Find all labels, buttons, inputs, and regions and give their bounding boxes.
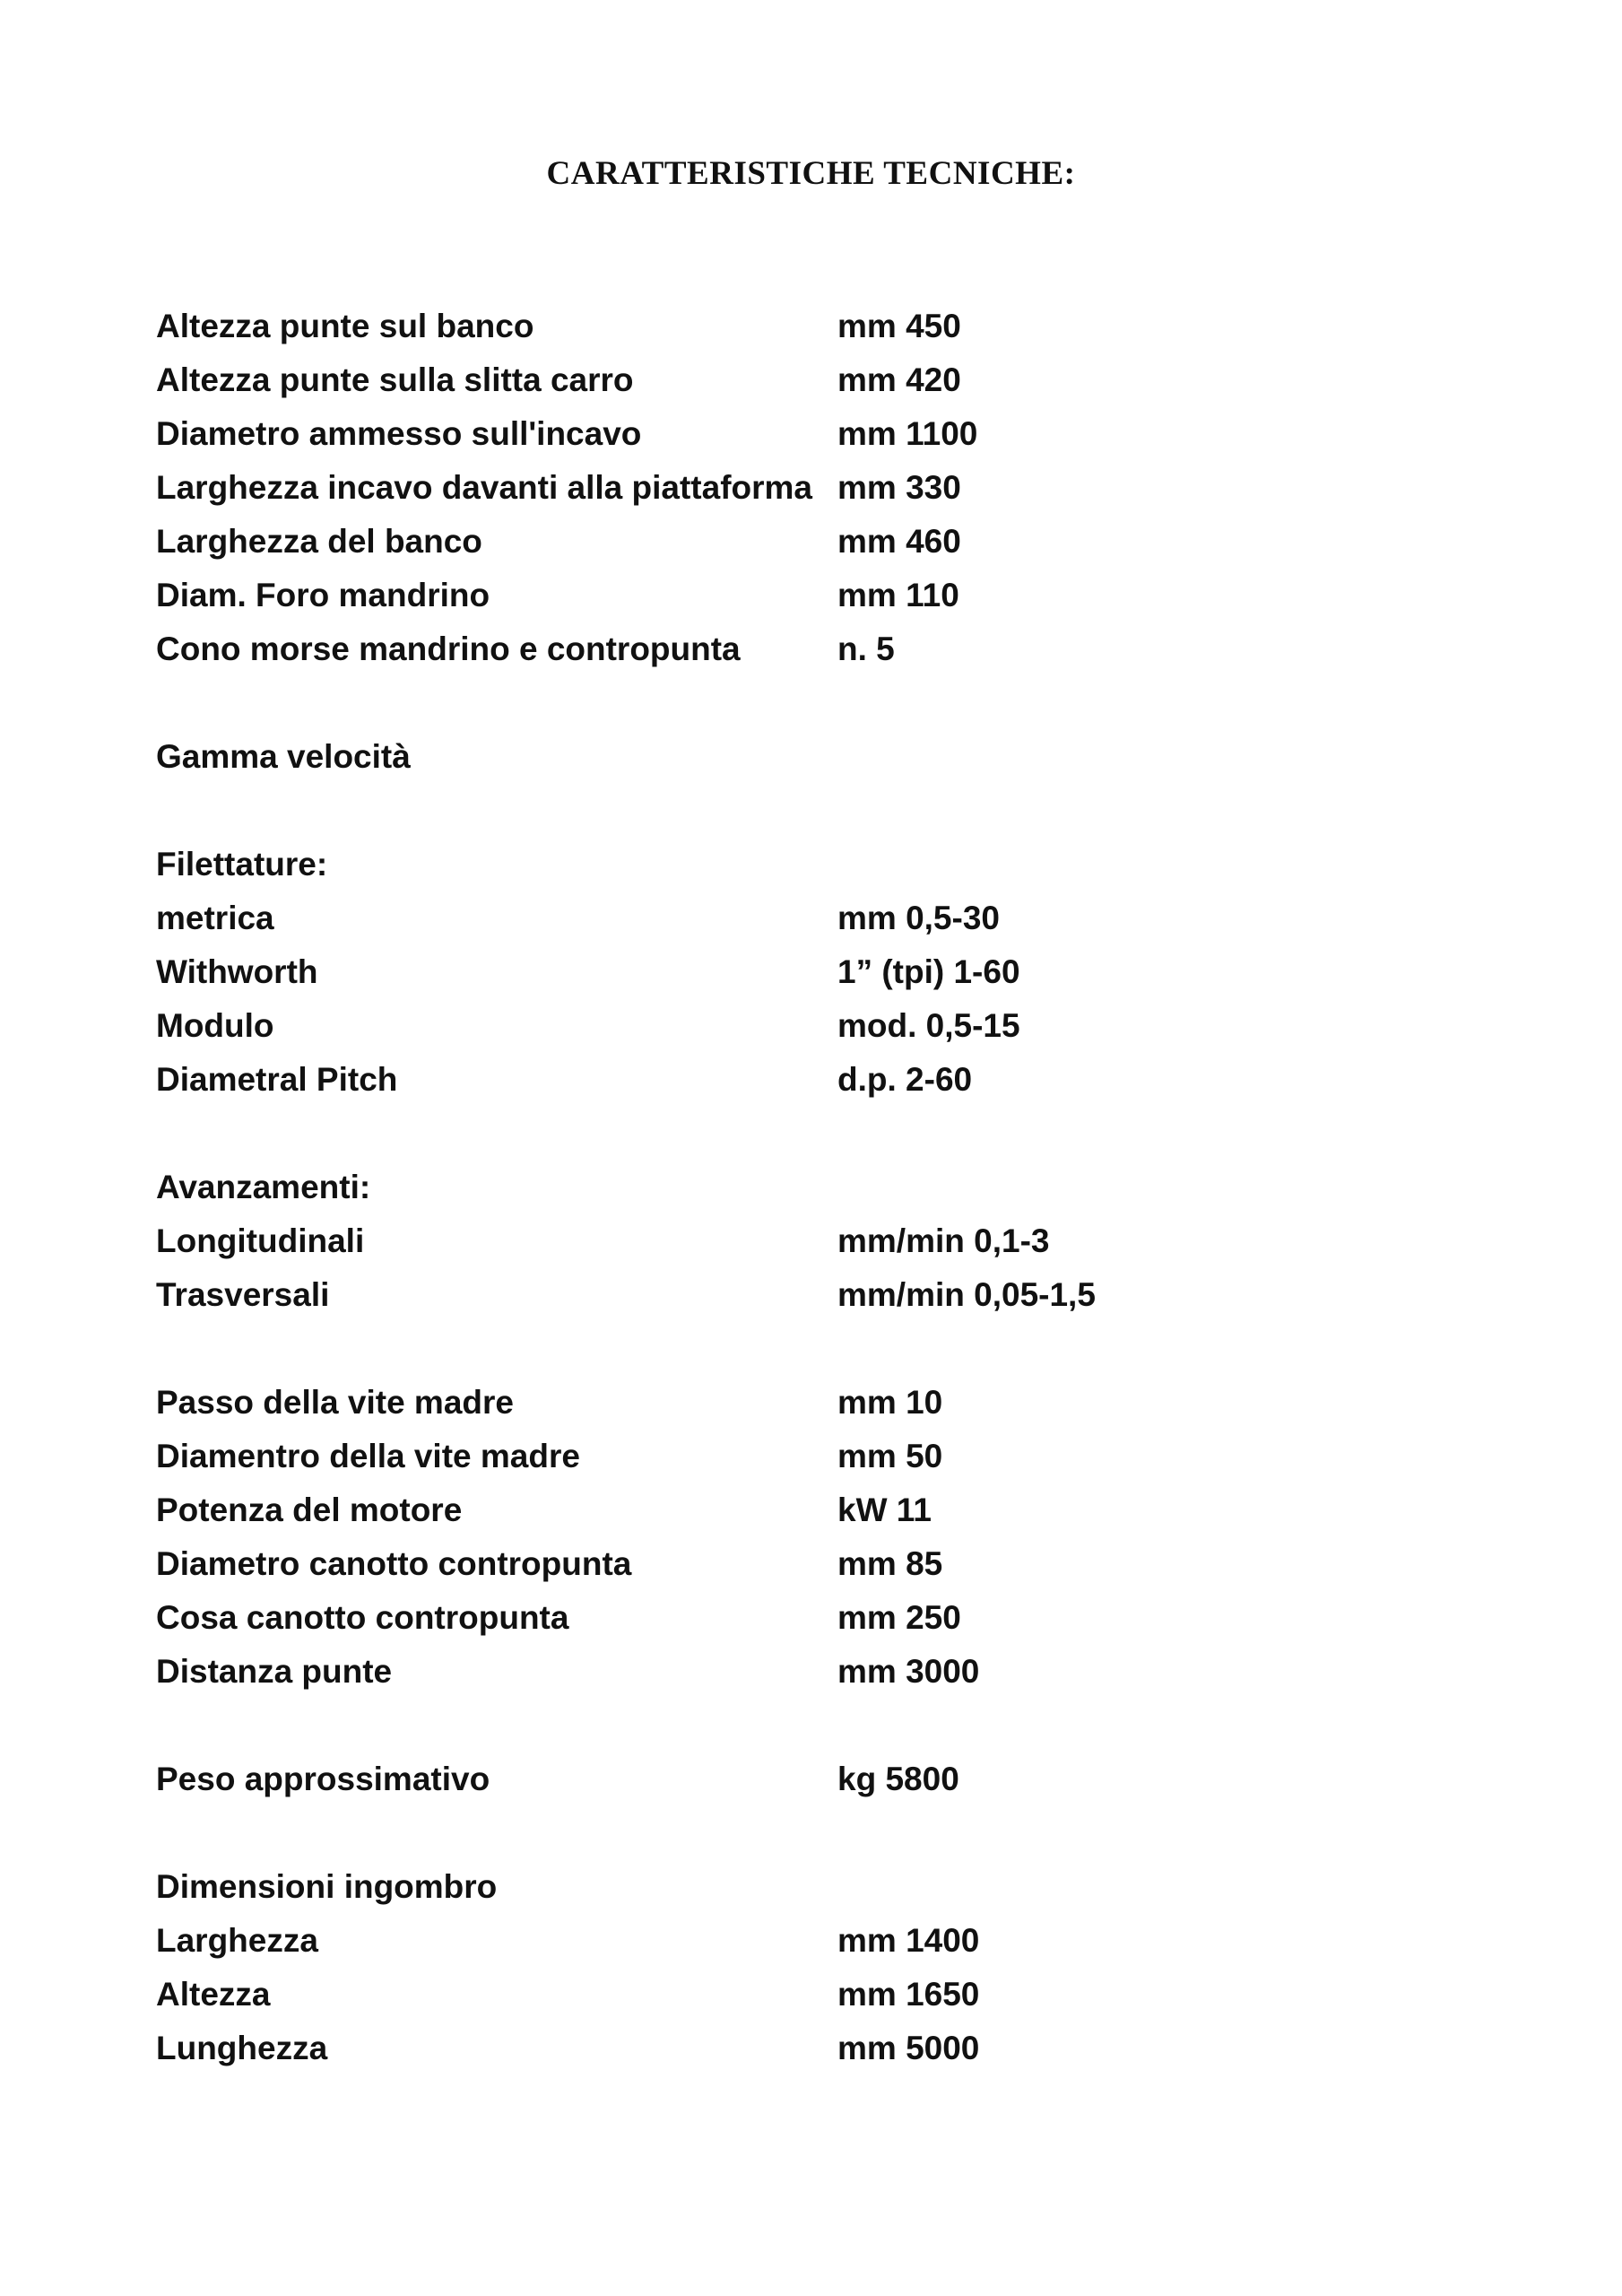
spec-label: Altezza punte sul banco (156, 308, 534, 344)
spec-label: Diam. Foro mandrino (156, 577, 490, 613)
spec-label: Cosa canotto contropunta (156, 1599, 569, 1636)
spec-label: Longitudinali (156, 1222, 365, 1259)
spec-label: Larghezza incavo davanti alla piattaforma (156, 469, 812, 506)
spec-label: Modulo (156, 1007, 274, 1044)
spec-label: Diametro ammesso sull'incavo (156, 415, 642, 452)
spec-value: mm 110 (837, 577, 959, 613)
spec-value: mm 0,5-30 (837, 900, 1000, 936)
section-heading-filettature: Filettature: (156, 846, 328, 883)
spec-label: Peso approssimativo (156, 1761, 490, 1797)
spec-value: mm 1400 (837, 1922, 980, 1959)
spec-value: mm 330 (837, 469, 961, 506)
spec-value: mm 420 (837, 361, 961, 398)
spec-label: Altezza punte sulla slitta carro (156, 361, 634, 398)
spec-value: mm/min 0,1-3 (837, 1222, 1050, 1259)
spec-label: Altezza (156, 1976, 271, 2013)
spec-value: kg 5800 (837, 1761, 959, 1797)
section-heading-gamma-velocita: Gamma velocità (156, 738, 411, 775)
spec-value: mm 3000 (837, 1653, 980, 1690)
spec-label: metrica (156, 900, 274, 936)
spec-value: mm 450 (837, 308, 961, 344)
spec-value: mm 5000 (837, 2030, 980, 2066)
spec-value: n. 5 (837, 631, 895, 667)
spec-value: 1” (tpi) 1-60 (837, 953, 1020, 990)
spec-value: mm 85 (837, 1545, 943, 1582)
spec-value: mm 460 (837, 523, 961, 560)
spec-value: mod. 0,5-15 (837, 1007, 1020, 1044)
spec-label: Potenza del motore (156, 1492, 463, 1528)
section-heading-dimensioni: Dimensioni ingombro (156, 1868, 498, 1905)
spec-value: d.p. 2-60 (837, 1061, 973, 1098)
spec-label: Diametral Pitch (156, 1061, 398, 1098)
spec-label: Trasversali (156, 1276, 330, 1313)
spec-label: Larghezza (156, 1922, 318, 1959)
spec-label: Lunghezza (156, 2030, 328, 2066)
spec-label: Passo della vite madre (156, 1384, 514, 1421)
spec-label: Diamentro della vite madre (156, 1438, 580, 1474)
spec-value: kW 11 (837, 1492, 932, 1528)
spec-value: mm 1650 (837, 1976, 980, 2013)
spec-label: Distanza punte (156, 1653, 393, 1690)
spec-value: mm 1100 (837, 415, 978, 452)
spec-value: mm 50 (837, 1438, 943, 1474)
spec-value: mm/min 0,05-1,5 (837, 1276, 1096, 1313)
spec-label: Cono morse mandrino e contropunta (156, 631, 741, 667)
spec-label: Diametro canotto contropunta (156, 1545, 632, 1582)
spec-value: mm 10 (837, 1384, 943, 1421)
spec-label: Withworth (156, 953, 318, 990)
spec-value: mm 250 (837, 1599, 961, 1636)
page-title: CARATTERISTICHE TECNICHE: (546, 155, 1076, 192)
section-heading-avanzamenti: Avanzamenti: (156, 1169, 371, 1205)
spec-label: Larghezza del banco (156, 523, 482, 560)
